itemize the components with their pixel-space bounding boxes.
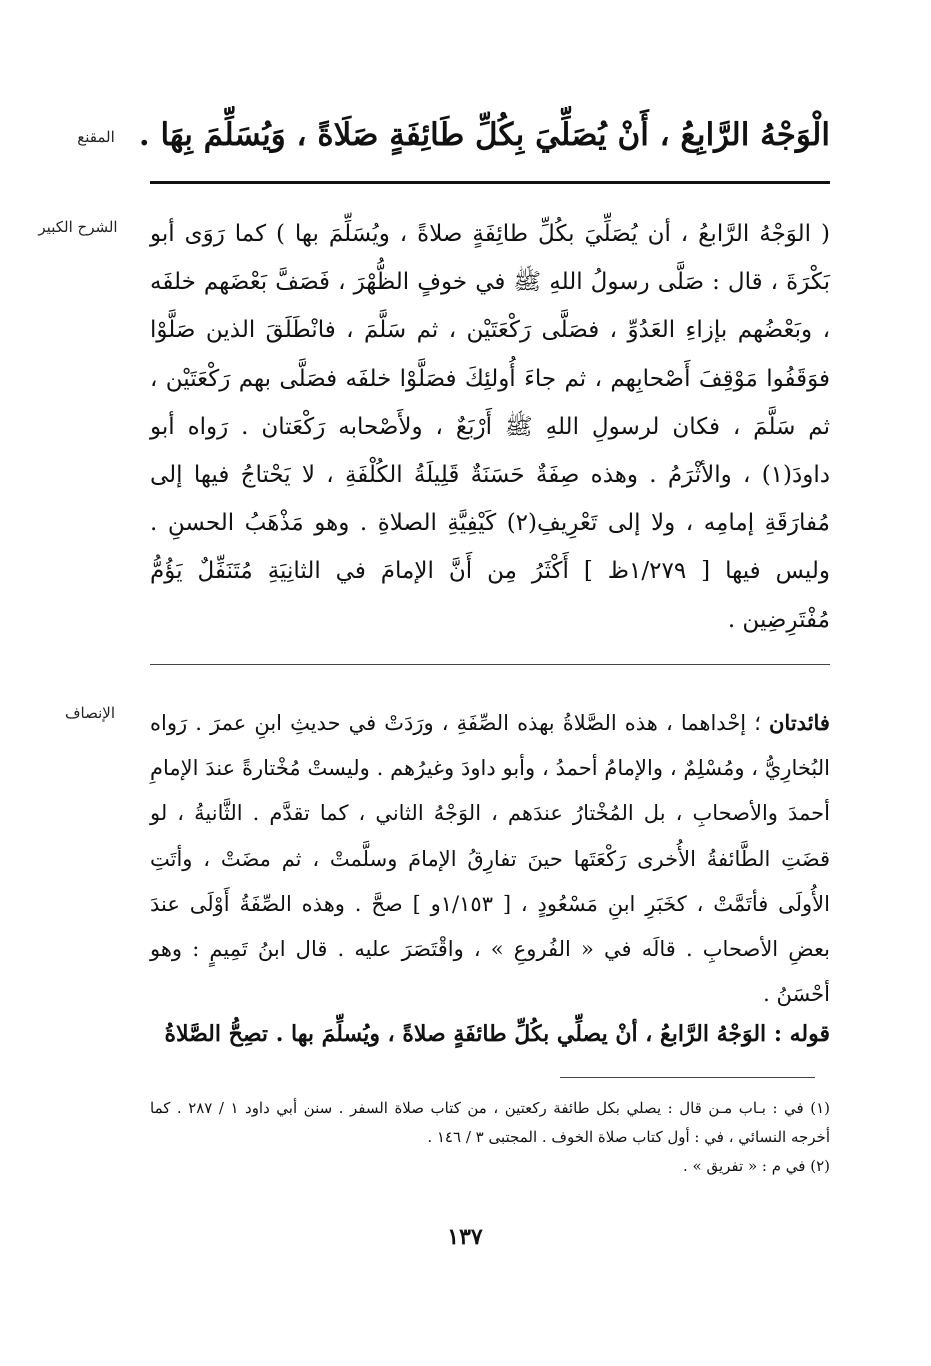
- qawl-paragraph: قوله : الوَجْهُ الرَّابعُ ، أنْ يصلِّي بكُلِّ طائفَةٍ صلاةً ، ويُسلِّمَ بها . تصِحُّ الصَّلاةُ: [164, 1021, 830, 1047]
- label-sharh: الشرح الكبير: [38, 218, 118, 236]
- muqni-heading: الْوَجْهُ الرَّابِعُ ، أَنْ يُصَلِّيَ بِكُلِّ طَائِفَةٍ صَلَاةً ، وَيُسَلِّمَ بِهَا .: [138, 117, 830, 153]
- sharh-commentary: [150, 210, 830, 644]
- footnote-2: (٢) في م : « تفريق » .: [682, 1157, 830, 1175]
- insaf-paragraph: [150, 700, 830, 1017]
- label-insaf: الإنصاف: [64, 704, 116, 722]
- insaf-lead-word: فائدتان: [769, 710, 830, 735]
- footnotes: [150, 1094, 830, 1181]
- insaf-section: [150, 700, 830, 1017]
- footnote-rule: [560, 1077, 815, 1078]
- heading-rule: [150, 181, 830, 184]
- section-divider: [150, 664, 830, 665]
- footnote-1: (١) في : بـاب مـن قال : يصلي بكل طائفة ركعتين ، من كتاب صلاة السفر . سنن أبي داود ١ / ٢٨٧ . كما أخرجه النسائي ، في : أول كتاب صلاة الخوف . المجتبى ٣ / ١٤٦ .: [150, 1099, 830, 1146]
- page-number: ١٣٧: [447, 1224, 483, 1250]
- sharh-paragraph: ( الوَجْهُ الرَّابعُ ، أن يُصَلِّيَ بكُلِّ طائِفَةٍ صلاةً ، ويُسَلِّمَ بها ) كما رَوَى أبو بَكْرَةَ ، قال : صَلَّى رسولُ اللهِ ﷺ في خوفٍ الظُّهْرَ ، فَصَفَّ بَعْضَهم خلفَه ، وبَعْضُهم بإزاءِ العَدُوِّ ، فصَلَّى رَكْعَتَيْن ، ثم سَلَّمَ ، فانْطَلَقَ الذين صَلَّوْا فوَقَفُوا مَوْقِفَ أَصْحابِهم ، ثم جاءَ أُولئِكَ فصَلَّوْا خلفَه فصَلَّى بهم رَكْعَتَيْن ، ثم سَلَّمَ ، فكان لرسولِ اللهِ ﷺ أَرْبَعٌ ، ولأَصْحابه رَكْعَتان . رَواه أبو داودَ(١) ، والأثْرَمُ . وهذه صِفَةٌ حَسَنَةٌ قَلِيلَةُ الكُلْفَةِ ، لا يَحْتاجُ فيها إلى مُفارَقَةِ إمامِه ، ولا إلى تَعْرِيفِ(٢) كَيْفِيَّةِ الصلاةِ . وهو مَذْهَبُ الحسنِ . وليس فيها [ ١/٢٧٩ظ ] أَكْثَرُ مِن أَنَّ الإمامَ في الثانِيَةِ مُتَنَفِّلٌ يَؤُمُّ مُفْتَرِضِين .: [150, 221, 830, 633]
- label-muqni: المقنع: [77, 128, 115, 146]
- insaf-body: ؛ إحْداهما ، هذه الصَّلاةُ بهذه الصِّفَةِ ، ورَدَتْ في حديثِ ابنِ عمرَ . رَواه البُخارِيُّ ، ومُسْلِمٌ ، والإمامُ أحمدُ ، وأبو داودَ وغيرُهم . وليستْ مُخْتارةً عندَ الإمامِ أحمدَ والأصحابِ ، بل المُخْتارُ عندَهم ، الوَجْهُ الثاني ، كما تقدَّم . الثَّانيةُ ، لو قضَتِ الطَّائفةُ الأُخرى رَكْعَتَها حينَ تفارِقُ الإمامَ وسلَّمتْ ، ثم مضَتْ ، وأتَتِ الأُولَى فأتَمَّتْ ، كخَبَرِ ابنِ مَسْعُودٍ ، [ ١/١٥٣و ] صحَّ . وهذه الصِّفَةُ أَوْلَى عندَ بعضِ الأصحابِ . قالَه في « الفُروعِ » ، واقْتَصَرَ عليه . قال ابنُ تَمِيمٍ : وهو أحْسَنُ .: [150, 711, 830, 1007]
- qawl-line: [150, 1014, 830, 1054]
